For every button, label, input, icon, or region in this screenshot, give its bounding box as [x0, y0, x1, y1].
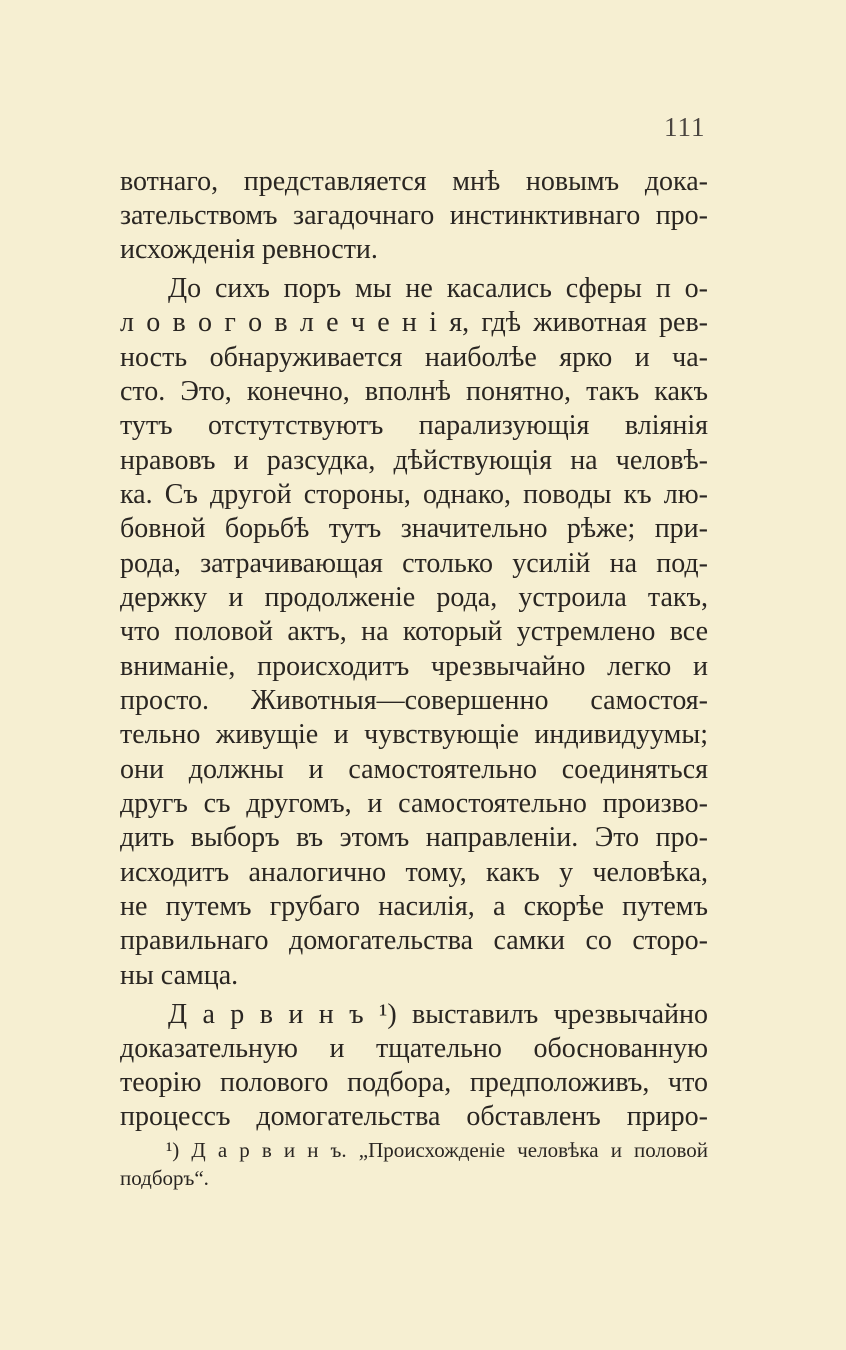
text-line: ность обнаруживается наиболѣе ярко и ча- — [120, 342, 708, 373]
text-line: сто. Это, конечно, вполнѣ понятно, такъ какъ — [120, 376, 708, 407]
page-number: 111 — [664, 112, 706, 142]
text-line: ны самца. — [120, 960, 239, 991]
text-line: другъ съ другомъ, и самостоятельно произво- — [120, 788, 708, 819]
text-line: нравовъ и разсудка, дѣйствующія на человѣ- — [120, 445, 708, 476]
text-line: бовной борьбѣ тутъ значительно рѣже; при- — [120, 513, 708, 544]
text-line: вотнаго, представляется мнѣ новымъ дока- — [120, 166, 708, 197]
paragraph-start-line: Д а р в и н ъ ¹) выставилъ чрезвычайно — [168, 999, 708, 1030]
text-line: процессъ домогательства обставленъ приро- — [120, 1101, 708, 1132]
text-line: не путемъ грубаго насилія, а скорѣе путемъ — [120, 891, 708, 922]
text-line: просто. Животныя—совершенно самостоя- — [120, 685, 708, 716]
text-line: тельно живущіе и чувствующіе индивидуумы; — [120, 719, 708, 750]
text-line: доказательную и тщательно обоснованную — [120, 1033, 708, 1064]
paragraph-start-line: До сихъ поръ мы не касались сферы п о- — [168, 273, 708, 304]
text-line: ка. Съ другой стороны, однако, поводы къ лю- — [120, 479, 708, 510]
text-line: исхожденія ревности. — [120, 234, 378, 265]
text-line: что половой актъ, на который устремлено все — [120, 616, 708, 647]
text-line: исходитъ аналогично тому, какъ у человѣка, — [120, 857, 708, 888]
text-line: рода, затрачивающая столько усилій на под- — [120, 548, 708, 579]
text-line: они должны и самостоятельно соединяться — [120, 754, 708, 785]
text-line: теорію полового подбора, предположивъ, что — [120, 1067, 708, 1098]
text-line: зательствомъ загадочнаго инстинктивнаго про- — [120, 200, 708, 231]
text-line: л о в о г о в л е ч е н і я, гдѣ животная рев- — [120, 307, 708, 338]
text-line: тутъ отстутствуютъ парализующія вліянія — [120, 410, 708, 441]
text-line: держку и продолженіе рода, устроила такъ, — [120, 582, 708, 613]
text-line: правильнаго домогательства самки со сторо- — [120, 925, 708, 956]
footnote-line: ¹) Д а р в и н ъ. „Происхожденіе человѣка и половой — [166, 1138, 708, 1162]
text-line: вниманіе, происходитъ чрезвычайно легко и — [120, 651, 708, 682]
footnote-line: подборъ“. — [120, 1166, 209, 1190]
text-line: дить выборъ въ этомъ направленіи. Это про- — [120, 822, 708, 853]
